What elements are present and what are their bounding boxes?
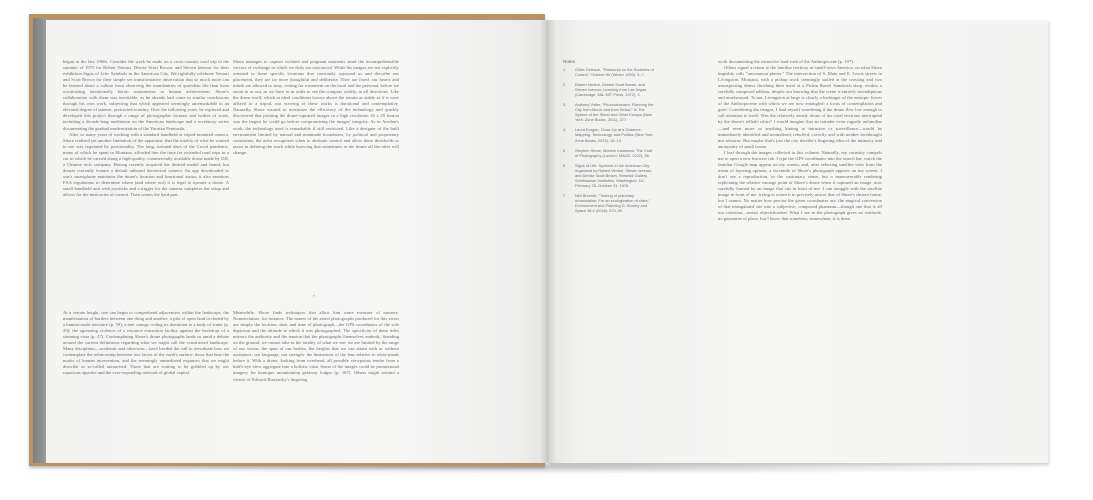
section-marker: * <box>313 294 315 299</box>
note-text: Neil Brenner, "Tearing of planetary urbanization: For an ecologization of cities," Environment and Planning D: Society and Space 36:4 (2018): 570–90. <box>575 192 651 214</box>
note-item <box>563 163 655 188</box>
book-gutter <box>540 20 556 463</box>
left-page-column-top-right <box>233 59 399 291</box>
paragraph: Shore manages to capture isolated and poignant moments amid the incomprehensible vectors of exchange in which we daily are ensconced. While his images are not explicitly oriented to those specific locations that constantly surround us and describe our placement, they are far more thoughtful and deliberate. They are fixed: our hearts and minds are allowed to stray, resting for a moment on the local and the personal, before we zoom in or out, as we have to in order to see the compass widely, in all directions. Like the drone itself, which at ideal conditions hovers above the terrain as stable as if it were affixed to a tripod, our viewing of these works is durational and contemplative. Naturally, Shore wanted to maximize the efficiency of the technology and quickly discovered that printing the drone-captured images in a high resolution 16 x 20 format was the largest he could go before compromising the images' integrity. As in Avedon's work, the technology used is remarkable if still restricted. Like a designer of the built environment limited by natural and manmade boundaries, by political and proprietary constraints, the artist recognizes when to abdicate control and allow these thresholds to assist in defining the work while knowing that sometimes in the future all the rules will change. <box>233 59 399 155</box>
note-text: Stephen Shore, Modern Instances: The Craft of Photography (London: MACK, 2022), 36. <box>575 147 653 158</box>
note-item <box>563 127 655 142</box>
note-number: 6 <box>563 162 566 168</box>
note-item <box>563 67 655 77</box>
paragraph: At a certain height, one can begin to comprehend adjacencies within the landscape, the manifestation of borders between one thing and another: a plot of open land occluded by a human-made structure (p. 59); a tree canopy ceding its dominion to a body of water (p. 23); the agonizing violence of a resource extraction facility against the backdrop of a stunning vista (p. 47). Contemplating Shore's drone photographs lands us amid a debate around the current definitions regarding what we might call the constructed landscape. Many disciplines—academic and otherwise—have heeded the call to reevaluate how we contemplate the relationship between two facets of the earth's surface: those that bear the marks of human intervention, and the seemingly unmediated expanses that we might describe as so-called untouched. Those that are waiting to be gobbled up by our rapacious appetite and the ever-expanding network of global capital. <box>63 310 229 376</box>
note-item <box>563 193 655 213</box>
paragraph: began in the late 1960s. Consider the work he made on a cross-country road trip in the summer of 1975 for Robert Venturi, Denise Scott Brown, and Steven Izenour for their exhibition Signs of Life: Symbols in the American City. We rightfully celebrate Venturi and Scott Brown for their simple yet transformative observation that so much more can be learned about a culture from observing the mundanities of quotidian life than from scrutinizing intentionally heroic monuments to human achievement. Shore's collaboration with them was inevitable, as he already had come to similar conclusions through his own work, subjecting that which appeared seemingly unremarkable to an elevated degree of intense, protracted scrutiny. Over the following years, he explored and developed this project through a range of photographic formats and bodies of work, including a decade-long meditation on the American landscape and a revelatory series documenting the gradual modernization of the Yucatan Peninsula. <box>63 59 229 131</box>
left-page-column-bottom-right <box>233 310 399 430</box>
note-text: Gilles Deleuze, "Postscript on the Societies of Control," October 59 (Winter 1992): 3–7. <box>575 67 654 78</box>
note-number: 5 <box>563 147 566 153</box>
note-item <box>563 148 655 158</box>
note-item <box>563 102 655 122</box>
paragraph: After so many years of working with a standard handheld or tripod-mounted camera, Shore realized yet another limitation of the apparatus: that the totality of what he wanted to see was regulated by positionality. The long, isolated days of the Covid pandemic, many of which he spent in Montana, afforded him the time for extended road trips in a car in which he carried along a high-quality, commercially available drone made by DJI, a Chinese tech company. Having recently acquired the desired model and brand, but drones currently feature a default onboard theoretical camera. An app downloaded to one's smartphone maintains the drone's location and functional status; it also monitors FAA regulations to determine where (and where not) it is legal to operate a drone. A small handheld unit with joysticks and a trigger for the camera completes the setup and allows for the intricacies of control. Then comes the hard part. <box>63 131 229 198</box>
note-number: 7 <box>563 192 566 198</box>
left-page-column-top-left <box>63 59 229 291</box>
note-number: 2 <box>563 82 566 88</box>
right-page-main-column <box>718 59 882 341</box>
note-text: Laura Kurgan, Close Up at a Distance: Mapping, Technology, and Politics (New York: Zone Books, 2013), 15–19. <box>575 127 654 143</box>
note-text: Signs of Life: Symbols in the American City, organized by Robert Venturi, Steven Izenour, and Denise Scott Brown, Renwick Gallery, Smithsonian Institution, Washington, DC, February 26–October 31, 1976. <box>575 162 653 188</box>
paragraph: work documenting the extractive land-rush of the Anthropocene (p. 107). <box>718 59 855 64</box>
paragraph: Others signal a return to the familiar territory of small-town America, on what Shore impishly calls "uncommon places." The intersection of S. Main and E. Lewis streets in Livingston, Montana, with a pickup truck seemingly stalled at the crossing and two unsuspecting diners finishing their meal at a Pickin Barrel Sandwich shop, evokes a carefully composed tableau, despite our knowing that the scene is entirely serendipitous and unrehearsed. To me, Livingston at large is clearly a harbinger of the entropic forces of the Anthropocene with which we are now entangled: a locus of contemplation and grief. Considering the images, I find myself wondering if the drone flew low enough to call attention to itself. Was the relatively steady drone of the rural environs interrupted by the drone's telltale whirr? I would imagine that an intruder even vaguely unfamiliar—and even more so anything hinting at intrusion or surveillance—would be immediately identified and neutralized, rebuffed, covertly and with neither forethought nor remorse. But maybe that's just the city dweller's lingering idea of the intimacy and anonymity of small towns. <box>718 65 882 149</box>
note-number: 3 <box>563 102 566 108</box>
note-number: 4 <box>563 127 566 133</box>
paragraph: Meanwhile, Shore finds techniques that allow him some measure of mastery. Nomenclature, for instance. The names of the aerial photographs produced for this series are simply the location, date, and time of photograph—the GPS coordinates of the sole depiction and the altitude at which it was photographed. The specificity of these titles mirrors the authority and the tension that the photographs themselves embody. Standing on the ground, we cannot take in the totality of what we see: we are limited by the range of our vision, the span of our bodies, the heights that we can attain with or without assistance, our language, our strength: the limitations of the lens relative to what stands before it. With a drone, looking from overhead, all possible viewpoints tender from a bird's-eye view aggregate into a holistic vista. Some of the images could be promotional imagery for boutique mountaintop getaway lodges (p. 167). Others might remind a viewer of Edward Burtynsky's lingering <box>233 310 399 382</box>
note-number: 1 <box>563 67 566 72</box>
note-item <box>563 82 655 97</box>
notes-list <box>563 67 655 218</box>
paragraph: I leaf through the images collected in this volume. Naturally, my curiosity compels me to open a new browser tab. I type the GPS coordinates into the search bar, watch the familiar Google map appear on my screen, and, after selecting satellite view from the menu of layering options, a facsimile of Shore's photograph appears on my screen. I don't see a reproduction, in the customary sense, but a maneuverable rendering replicating the relative vantage point of Shore's drone when it captured an image, now carefully framed by an image that sits in front of me. I can struggle with the satellite image in front of me, trying to orient it to precisely mirror that of Shore's chosen frame, but I cannot. No matter how precise the given coordinates are, the magical conversion of that triangulated site into a subjective, composed phantasm—though one that is all too cartesian—resists objectification. What I see in the photograph gives no certitude, no guarantee of place, but I know that somehow, somewhere, it is there. <box>718 149 882 222</box>
notes-heading: Notes <box>563 59 576 64</box>
left-page-column-bottom-left <box>63 310 229 430</box>
note-text: Robert Venturi, Denise Scott Brown, and Steven Izenour, Learning from Las Vegas (Cambridge, MA: MIT Press, 1972), 3. <box>575 82 647 98</box>
book-spine-edge <box>33 18 47 463</box>
note-text: Anthony Vidler, "Photourbanism: Planning the City from Above and from Below," in The Sphere of the Street and Other Essays (New York: Zone Books, 2011), 377. <box>575 102 654 123</box>
